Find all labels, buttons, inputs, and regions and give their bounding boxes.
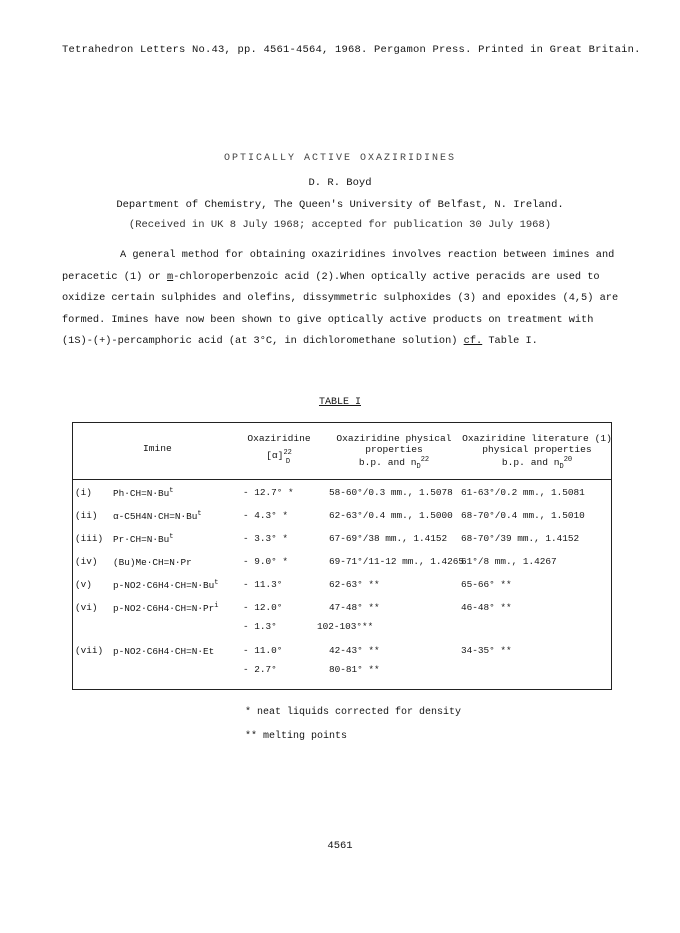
row-id: (vii) <box>75 645 104 656</box>
row-imine: $\alpha-C5H4N\cdot CH=N\cdot Bu^t$ <box>113 510 202 523</box>
row-id: (v) <box>75 579 92 590</box>
row-rotation: - 3.3° * <box>243 533 289 544</box>
header-separator <box>73 479 611 480</box>
row-literature: 61°/8 mm., 1.4267 <box>461 556 557 567</box>
row-literature: 68-70°/0.4 mm., 1.5010 <box>461 510 585 521</box>
row-rotation: - 11.0° <box>243 645 283 656</box>
header-physical-properties: Oxaziridine physical properties b.p. and $n_D^{22}$ <box>336 433 452 472</box>
header-imine: Imine <box>143 443 172 454</box>
row-imine: (Bu)Me·CH=N·Pr <box>113 557 192 569</box>
paragraph-line: oxidize certain sulphides and olefins, dissymmetric sulphoxides (3) and epoxides (4,5) are <box>62 292 619 304</box>
footnote: ** melting points <box>245 731 348 742</box>
row-literature: 68-70°/39 mm., 1.4152 <box>461 533 580 544</box>
row-physical: 69-71°/11-12 mm., 1.4265 <box>329 556 465 567</box>
received-dates: (Received in UK 8 July 1968; accepted for publication 30 July 1968) <box>128 219 552 231</box>
row-id: (ii) <box>75 510 98 521</box>
affiliation: Department of Chemistry, The Queen's University of Belfast, N. Ireland. <box>116 199 564 211</box>
header-literature: Oxaziridine literature (1) physical properties b.p. and $n_D^{20}$ <box>462 433 612 472</box>
row-id: (vi) <box>75 602 98 613</box>
article-title: OPTICALLY ACTIVE OXAZIRIDINES <box>223 153 457 164</box>
table-title: TABLE I <box>318 397 361 408</box>
row-physical: 42-43° ** <box>329 645 380 656</box>
row-id: (i) <box>75 487 92 498</box>
row-rotation: - 12.7° * <box>243 487 294 498</box>
row-imine: $p-NO2\cdot C6H4\cdot CH=N\cdot Bu^t$ <box>113 579 219 592</box>
data-table <box>72 422 612 690</box>
footnote: * neat liquids corrected for density <box>245 707 462 718</box>
row-imine: $p-NO2\cdot C6H4\cdot CH=N\cdot Pr^i$ <box>113 602 219 615</box>
page-number: 4561 <box>327 840 353 852</box>
row-physical: 62-63°/0.4 mm., 1.5000 <box>329 510 453 521</box>
row-imine: $Ph\cdot CH=N\cdot Bu^t$ <box>113 487 174 500</box>
row-imine: $Pr\cdot CH=N\cdot Bu^t$ <box>113 533 174 546</box>
row-id: (iv) <box>75 556 98 567</box>
row-literature: 34-35° ** <box>461 645 512 656</box>
row-physical: 62-63° ** <box>329 579 380 590</box>
row-physical: 47-48° ** <box>329 602 380 613</box>
paragraph-line: (1S)-(+)-percamphoric acid (at 3°C, in dichloromethane solution) cf. Table I. <box>62 335 538 347</box>
row-id: (iii) <box>75 533 104 544</box>
paragraph-line: formed. Imines have now been shown to give optically active products on treatment with <box>62 313 594 326</box>
row-rotation: - 9.0° * <box>243 556 289 567</box>
row-imine: p-NO2·C6H4·CH=N·Et <box>113 646 215 658</box>
row-rotation-2: - 2.7° <box>243 664 277 675</box>
header-oxaziridine: Oxaziridine $[\alpha]^{22}$ D <box>247 433 311 467</box>
row-literature: 46-48° ** <box>461 602 512 613</box>
paragraph-line: peracetic (1) or m-chloroperbenzoic acid (2).When optically active peracids are used to <box>62 270 600 283</box>
row-physical-2: 80-81° ** <box>329 664 380 675</box>
row-physical-2: 102-103°** <box>317 621 374 632</box>
row-physical: 58-60°/0.3 mm., 1.5078 <box>329 487 453 498</box>
row-literature: 65-66° ** <box>461 579 512 590</box>
author: D. R. Boyd <box>308 177 372 189</box>
row-physical: 67-69°/38 mm., 1.4152 <box>329 533 448 544</box>
journal-header: Tetrahedron Letters No.43, pp. 4561-4564, 1968. Pergamon Press. Printed in Great Britain. <box>62 44 641 56</box>
row-rotation-2: - 1.3° <box>243 621 277 632</box>
row-rotation: - 12.0° <box>243 602 283 613</box>
paragraph-line: A general method for obtaining oxaziridines involves reaction between imines and <box>120 249 615 261</box>
row-rotation: - 11.3° <box>243 579 283 590</box>
row-literature: 61-63°/0.2 mm., 1.5081 <box>461 487 585 498</box>
body-paragraph <box>62 245 622 353</box>
row-rotation: - 4.3° * <box>243 510 289 521</box>
